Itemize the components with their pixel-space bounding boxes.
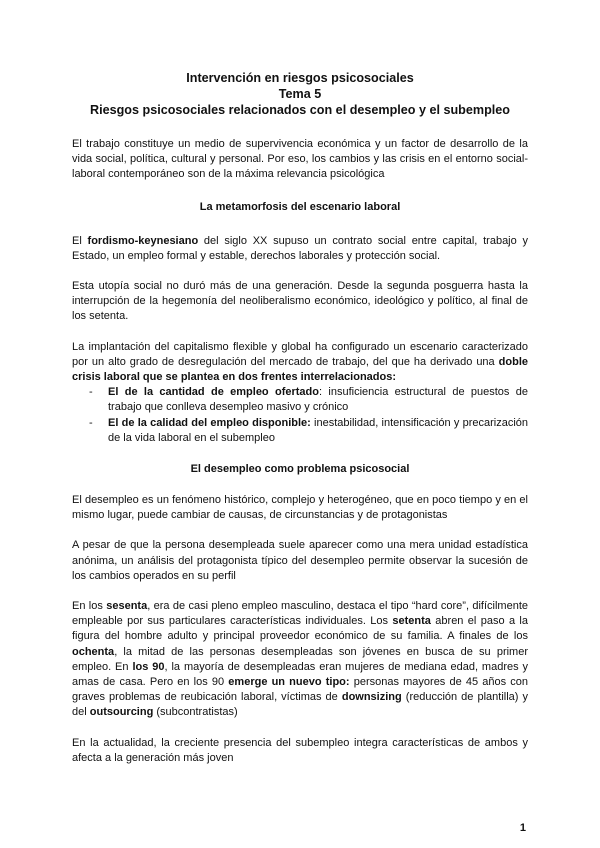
section-heading-metamorfosis: La metamorfosis del escenario laboral xyxy=(199,200,401,213)
paragraph-utopia: Esta utopía social no duró más de una generación. Desde la segunda posguerra hasta la interrupción de la hegemonía del neoliberalismo económico, ideológico y político, al final de los setenta. xyxy=(72,280,528,323)
bold-term: emerge un nuevo tipo: xyxy=(228,676,350,689)
document-page xyxy=(72,70,528,766)
course-title: Intervención en riesgos psicosociales xyxy=(186,71,414,85)
paragraph-decadas xyxy=(72,599,528,721)
text-run: abren el paso a la figura del hombre adulto y principal proveedor económico de su familia. A finales de los xyxy=(72,615,528,643)
bold-term: El de la calidad del empleo disponible: xyxy=(108,416,311,429)
text-run: del siglo XX supuso un contrato social entre capital, trabajo y Estado, un empleo formal y estable, derechos laborales y protección social. xyxy=(72,234,528,262)
bold-term: los 90 xyxy=(132,660,165,673)
list-item xyxy=(72,416,528,446)
bold-term: fordismo-keynesiano xyxy=(87,234,199,247)
text-run: (reducción de plantilla) y del xyxy=(72,691,528,719)
topic-number: Tema 5 xyxy=(278,87,322,101)
text-run: (subcontratistas) xyxy=(153,706,238,719)
text-run: El xyxy=(72,234,88,247)
bold-term: doble crisis laboral que se plantea en dos frentes interrelacionados: xyxy=(72,355,528,384)
paragraph-fordismo xyxy=(72,234,528,264)
bold-term: downsizing xyxy=(341,691,402,704)
bold-term: outsourcing xyxy=(89,706,154,719)
crisis-list xyxy=(72,385,528,446)
section-heading-desempleo: El desempleo como problema psicosocial xyxy=(190,463,410,476)
text-run: , la mitad de las personas desempleadas son jóvenes en busca de su primer empleo. En xyxy=(72,645,528,673)
text-run: personas mayores de 45 años con graves problemas de reubicación laboral, víctimas de xyxy=(72,676,528,704)
page-number: 1 xyxy=(519,822,526,834)
text-run: , era de casi pleno empleo masculino, destaca el tipo “hard core”, difícilmente empleable por sus particulares características individuales. Los xyxy=(72,600,528,628)
text-run: La implantación del capitalismo flexible y global ha configurado un escenario caracterizado por un alto grado de desregulación del mercado de trabajo, del que ha derivado una xyxy=(72,340,528,368)
text-run: : insuficiencia estructural de puestos de trabajo que conlleva desempleo masivo y crónico xyxy=(108,386,528,414)
paragraph-actualidad: En la actualidad, la creciente presencia del subempleo integra características de ambos y afecta a la generación más joven xyxy=(72,736,528,764)
bold-term: sesenta xyxy=(106,600,148,613)
paragraph-fenomeno: El desempleo es un fenómeno histórico, complejo y heterogéneo, que en poco tiempo y en el mismo lugar, puede cambiar de causas, de circunstancias y de protagonistas xyxy=(72,494,528,522)
intro-paragraph: El trabajo constituye un medio de supervivencia económica y un factor de desarrollo de la vida social, política, cultural y personal. Por eso, los cambios y las crisis en el entorno social-laboral contemporáneo son de la máxima relevancia psicológica xyxy=(72,138,528,181)
dash-marker: - xyxy=(89,416,93,429)
topic-title: Riesgos psicosociales relacionados con el desempleo y el subempleo xyxy=(90,103,510,117)
text-run: , la mayoría de desempleadas eran mujeres de mediana edad, madres y amas de casa. Pero en los 90 xyxy=(72,660,529,689)
text-run: En los xyxy=(72,600,107,613)
bold-term: setenta xyxy=(392,615,431,628)
paragraph-capitalismo xyxy=(72,340,528,386)
dash-marker: - xyxy=(89,386,93,399)
paragraph-perfil: A pesar de que la persona desempleada suele aparecer como una mera unidad estadística anónima, un análisis del protagonista típico del desempleo permite observar la sucesión de los cambios operados en su perfil xyxy=(72,539,528,582)
bold-term: El de la cantidad de empleo ofertado xyxy=(108,386,319,399)
list-item xyxy=(72,385,528,415)
text-run: inestabilidad, intensificación y precarización de la vida laboral en el subempleo xyxy=(108,416,528,444)
bold-term: ochenta xyxy=(72,645,115,658)
